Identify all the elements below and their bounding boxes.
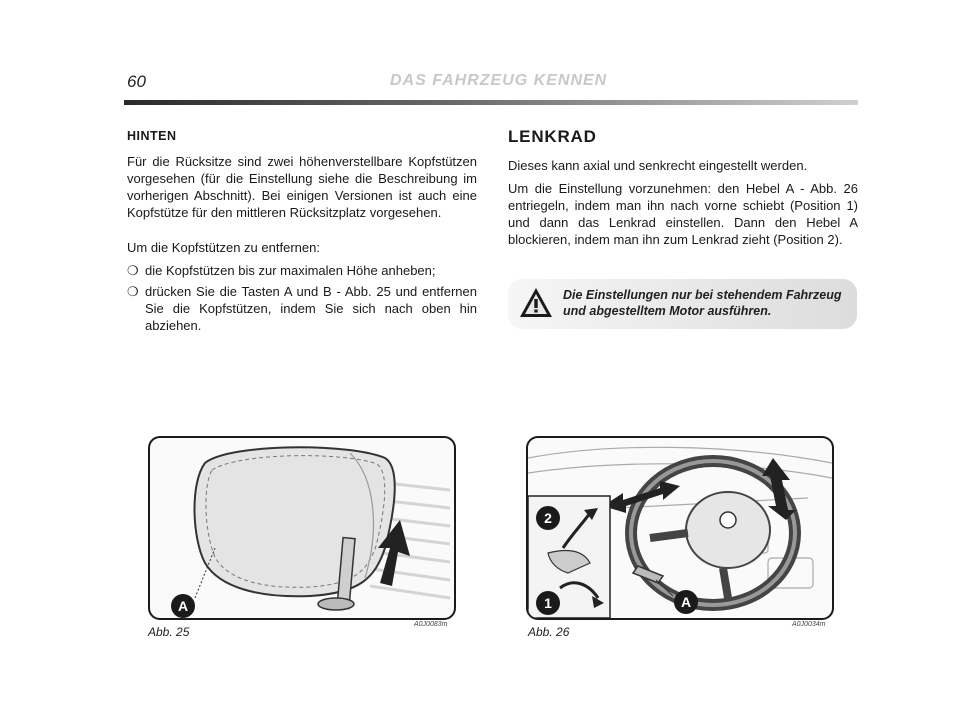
figure-headrest bbox=[148, 436, 456, 620]
label-1: 1 bbox=[544, 595, 552, 611]
steering-wheel-illustration bbox=[528, 438, 832, 618]
list-item bbox=[127, 283, 477, 334]
warning-triangle-icon bbox=[518, 286, 554, 320]
header-rule bbox=[124, 100, 858, 105]
bullet-icon: ❍ bbox=[127, 284, 139, 299]
subheading-hinten: HINTEN bbox=[127, 129, 177, 143]
label-a: A bbox=[177, 598, 189, 614]
label-2: 2 bbox=[544, 510, 552, 526]
figure-caption-25: Abb. 25 bbox=[148, 625, 190, 639]
figure-code-26: A0J0034m bbox=[792, 621, 826, 628]
figure-steering-wheel bbox=[526, 436, 834, 620]
paragraph-adjustment-axes: Dieses kann axial und senkrecht eingestellt werden. bbox=[508, 158, 808, 173]
page-number: 60 bbox=[127, 72, 146, 91]
list-item bbox=[127, 262, 477, 279]
bullet-icon: ❍ bbox=[127, 263, 139, 278]
paragraph-removal-intro: Um die Kopfstützen zu entfernen: bbox=[127, 240, 320, 255]
list-item-text: die Kopfstützen bis zur maximalen Höhe anheben; bbox=[145, 263, 436, 278]
figure-code-25: A0J0083m bbox=[414, 621, 448, 628]
right-column bbox=[508, 128, 858, 254]
warning-box bbox=[508, 279, 857, 329]
paragraph-adjustment-procedure: Um die Einstellung vorzunehmen: den Hebel A - Abb. 26 entriegeln, indem man ihn nach vorne schiebt (Position 1) und dann das Lenkrad einstellen. Dann den Hebel A blockieren, indem man ihn zum Lenkrad zieht (Position 2). bbox=[508, 181, 858, 247]
label-a: A bbox=[680, 594, 692, 610]
headrest-illustration bbox=[150, 438, 454, 618]
running-title: DAS FAHRZEUG KENNEN bbox=[390, 72, 608, 89]
removal-steps-list bbox=[127, 262, 477, 334]
paragraph-rear-headrests: Für die Rücksitze sind zwei höhenverstellbare Kopfstützen vorgesehen (für die Einstellung siehe die Beschreibung im vorherigen Abschnitt). Bei einigen Versionen ist auch eine Kopfstütze für den mittleren Rücksitzplatz vorgesehen. bbox=[127, 154, 477, 220]
figure-caption-26: Abb. 26 bbox=[528, 625, 570, 639]
warning-text: Die Einstellungen nur bei stehendem Fahrzeug und abgestelltem Motor ausführen. bbox=[563, 288, 842, 318]
list-item-text: drücken Sie die Tasten A und B - Abb. 25 und entfernen Sie die Kopfstützen, indem Sie sich nach oben hin abziehen. bbox=[145, 284, 477, 333]
left-column bbox=[127, 128, 477, 338]
section-title-lenkrad: LENKRAD bbox=[508, 127, 597, 146]
